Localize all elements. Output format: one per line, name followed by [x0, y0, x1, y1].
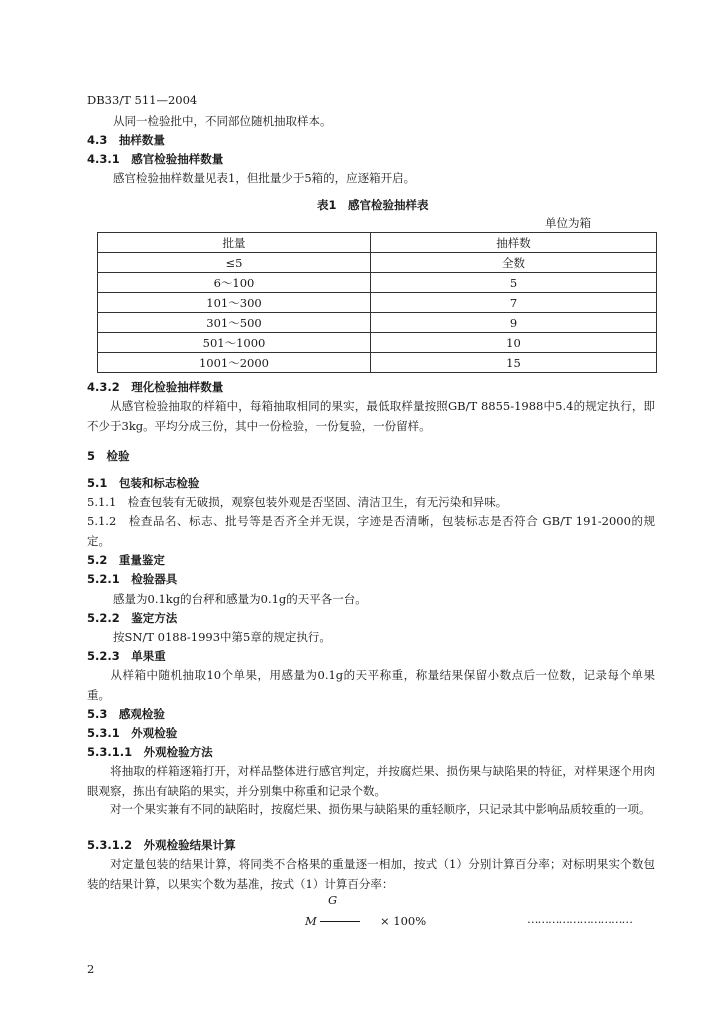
heading-5-2: 5.2 重量鉴定: [87, 553, 165, 567]
table-cell: 7: [371, 293, 657, 313]
table-cell: ≤5: [98, 253, 371, 273]
table-cell: 101～300: [98, 293, 371, 313]
formula-lhs: M: [305, 914, 317, 928]
paragraph-5-2-1: 感量为0.1kg的台秤和感量为0.1g的天平各一台。: [113, 592, 367, 606]
table-unit: 单位为箱: [545, 216, 591, 230]
fraction-bar: [320, 921, 360, 922]
formula-rhs: × 100%: [380, 914, 427, 928]
table-cell: 1001～2000: [98, 353, 371, 373]
table-row: [98, 313, 657, 333]
heading-5-2-1: 5.2.1 检验器具: [87, 572, 178, 586]
paragraph-4-3-1: 感官检验抽样数量见表1，但批量少于5箱的，应逐箱开启。: [113, 171, 416, 185]
heading-5: 5 检验: [87, 449, 130, 463]
table-cell: 301～500: [98, 313, 371, 333]
table-cell: 15: [371, 353, 657, 373]
paragraph-text: 将抽取的样箱逐箱打开，对样品整体进行感官判定，并按腐烂果、损伤果与缺陷果的特征，对样果逐个用肉眼观察，拣出有缺陷的果实，并分别集中称重和记录个数。: [87, 764, 655, 798]
paragraph-text: 对一个果实兼有不同的缺陷时，按腐烂果、损伤果与缺陷果的重轻顺序，只记录其中影响品质较重的一项。: [110, 802, 651, 816]
table-cell: 501～1000: [98, 333, 371, 353]
paragraph-5-2-2: 按SN/T 0188-1993中第5章的规定执行。: [113, 630, 331, 644]
heading-5-2-3: 5.2.3 单果重: [87, 649, 166, 663]
table-row: [98, 353, 657, 373]
paragraph-text: 从样箱中随机抽取10个单果，用感量为0.1g的天平称重，称量结果保留小数点后一位数，记录每个单果重。: [87, 668, 655, 702]
table-caption: 表1 感官检验抽样表: [317, 198, 429, 212]
paragraph-text: 从感官检验抽取的样箱中，每箱抽取相同的果实，最低取样量按照GB/T 8855-1988中5.4的规定执行，即不少于3kg。平均分成三份，其中一份检验，一份复验，一份留样。: [87, 399, 655, 433]
paragraph-5-3-1-2: [87, 854, 655, 894]
heading-5-2-2: 5.2.2 鉴定方法: [87, 611, 178, 625]
formula-numerator: G: [328, 893, 338, 907]
paragraph-5-1-2: [87, 511, 655, 551]
table-row: [98, 253, 657, 273]
paragraph-text: 5.1.2 检查品名、标志、批号等是否齐全并无误，字迹是否清晰，包装标志是否符合 GB/T 191-2000的规定。: [87, 514, 655, 548]
paragraph-5-1-1: 5.1.1 检查包装有无破损，观察包装外观是否坚固、清洁卫生，有无污染和异味。: [87, 495, 508, 509]
paragraph-4-3-2: [87, 396, 655, 436]
table-row: [98, 293, 657, 313]
table-row: [98, 333, 657, 353]
table-header-cell: 批量: [98, 233, 371, 253]
paragraph-5-3-1-1-a: [87, 761, 655, 801]
heading-4-3: 4.3 抽样数量: [87, 133, 165, 147]
paragraph-5-3-1-1-b: [87, 799, 655, 819]
table-cell: 6～100: [98, 273, 371, 293]
page-number: 2: [87, 962, 95, 976]
table-cell: 5: [371, 273, 657, 293]
heading-5-3-1-1: 5.3.1.1 外观检验方法: [87, 745, 213, 759]
table-cell: 9: [371, 313, 657, 333]
heading-5-3: 5.3 感观检验: [87, 707, 165, 721]
heading-4-3-1: 4.3.1 感官检验抽样数量: [87, 152, 224, 166]
table-row: [98, 273, 657, 293]
heading-5-3-1: 5.3.1 外观检验: [87, 726, 178, 740]
paragraph-text: 对定量包装的结果计算，将同类不合格果的重量逐一相加，按式（1）分别计算百分率；对标明果实个数包装的结果计算，以果实个数为基准，按式（1）计算百分率：: [87, 857, 655, 891]
table-header-row: [98, 233, 657, 253]
paragraph-5-2-3: [87, 665, 655, 705]
heading-5-1: 5.1 包装和标志检验: [87, 476, 200, 490]
table-header-cell: 抽样数: [371, 233, 657, 253]
paragraph-continuation: 从同一检验批中，不同部位随机抽取样本。: [113, 114, 332, 128]
table-cell: 10: [371, 333, 657, 353]
heading-5-3-1-2: 5.3.1.2 外观检验结果计算: [87, 838, 236, 852]
formula-leader-dots: …………………………: [527, 912, 632, 926]
heading-4-3-2: 4.3.2 理化检验抽样数量: [87, 380, 224, 394]
sampling-table: [97, 232, 657, 373]
table-cell: 全数: [371, 253, 657, 273]
document-code: DB33/T 511—2004: [87, 93, 198, 107]
